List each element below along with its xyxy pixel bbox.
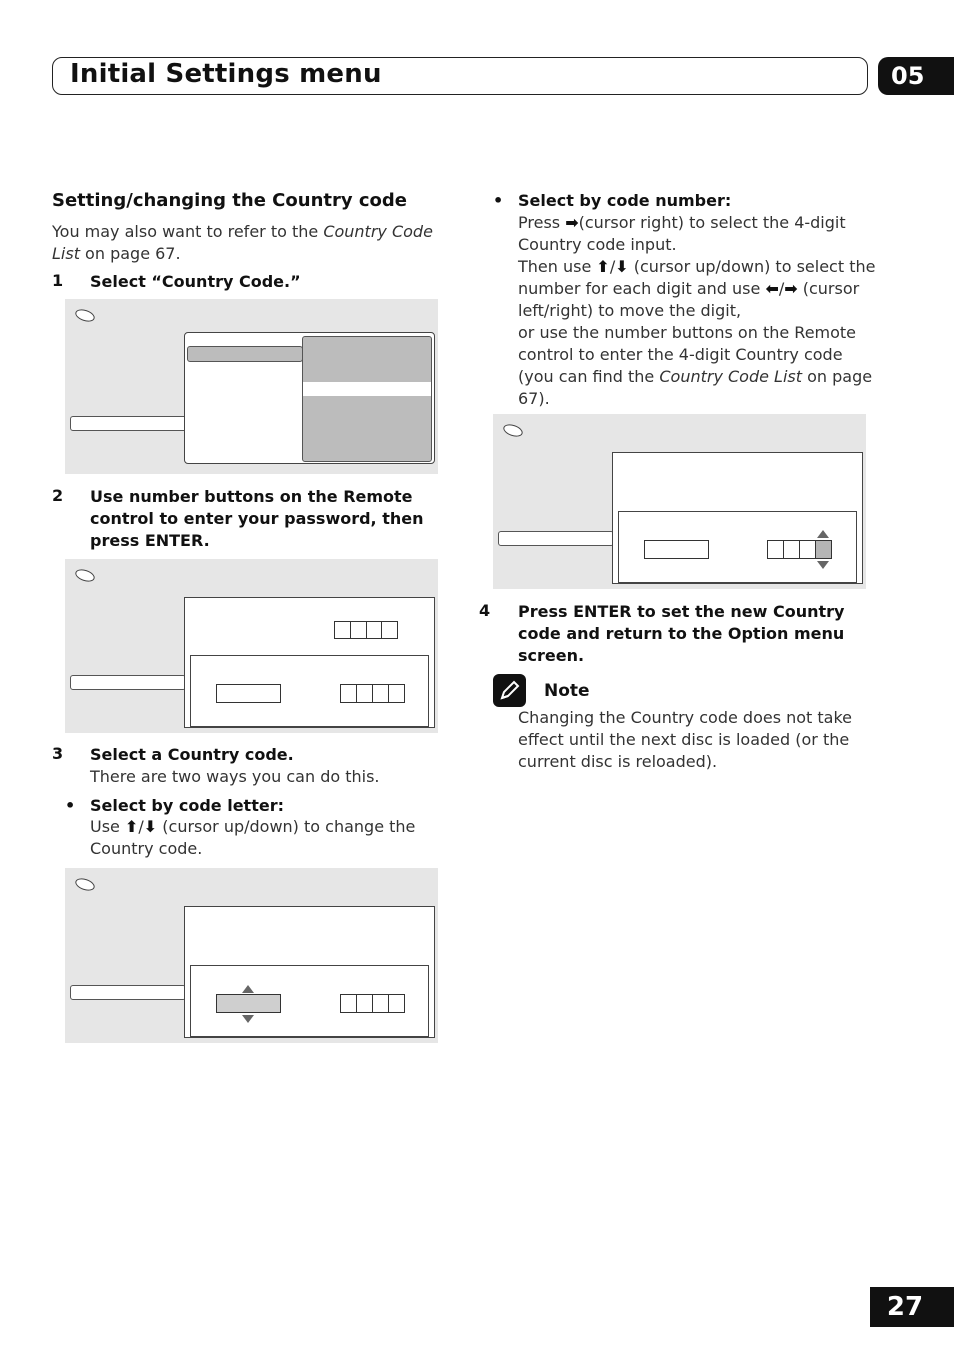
country-panel (190, 965, 429, 1037)
step-4-text: Press ENTER to set the new Country code and return to the Option menu screen. (518, 602, 845, 665)
menu-tab (498, 531, 614, 546)
disc-icon (502, 422, 524, 439)
page-number: 27 (870, 1287, 954, 1327)
selected-menu-item (187, 346, 303, 362)
step-1-text: Select “Country Code.” (90, 272, 301, 291)
step-3-number: 3 (52, 744, 64, 763)
page-title: Initial Settings menu (70, 59, 382, 89)
bullet-dot: • (65, 796, 76, 815)
code-number-box (340, 684, 405, 703)
step-2-number: 2 (52, 486, 64, 505)
country-panel (618, 511, 857, 583)
left-arrow-icon: ⬅ (765, 279, 779, 298)
screen-1 (65, 299, 438, 474)
menu-tab (70, 985, 186, 1000)
country-code-panel (612, 452, 863, 584)
note-text: Changing the Country code does not take effect until the next disc is loaded (or the current disc is reloaded). (518, 708, 853, 771)
bullet-number-text: Press ➡(cursor right) to select the 4-digit Country code input. Then use ⬆/⬇ (cursor up/down) to select the number for each digit and use ⬅/➡ (cursor left/right) to move the digit, or use the number buttons on the Remote control to enter the 4-digit Country code (you can find the Country Code List on page 67). (518, 213, 876, 408)
down-arrow-icon: ⬇ (615, 257, 629, 276)
disc-icon (74, 567, 96, 584)
up-arrow-icon (817, 530, 829, 538)
up-arrow-icon (242, 985, 254, 993)
code-letter-field-active (216, 994, 281, 1013)
chapter-badge: 05 (878, 57, 954, 95)
step-2-text: Use number buttons on the Remote control to enter your password, then press ENTER. (90, 487, 424, 550)
disc-icon (74, 876, 96, 893)
section-heading: Setting/changing the Country code (52, 190, 407, 211)
bullet-letter-text: Use ⬆/⬇ (cursor up/down) to change the Country code. (90, 817, 416, 858)
screen-3 (65, 868, 438, 1043)
code-letter-field (644, 540, 709, 559)
screen-4 (493, 414, 866, 589)
password-box (334, 621, 398, 639)
country-code-panel (184, 906, 435, 1038)
menu-tab (70, 675, 186, 690)
screen-2 (65, 559, 438, 733)
code-number-box-active (767, 540, 832, 559)
right-arrow-icon: ➡ (565, 213, 579, 232)
submenu-panel (302, 336, 432, 462)
up-arrow-icon: ⬆ (596, 257, 610, 276)
password-panel (184, 597, 435, 728)
right-arrow-icon: ➡ (784, 279, 798, 298)
note-title: Note (544, 681, 590, 701)
code-letter-field (216, 684, 281, 703)
bullet-number-title: Select by code number: (518, 191, 732, 210)
submenu-highlight (303, 382, 431, 396)
up-arrow-icon: ⬆ (124, 817, 139, 836)
disc-icon (74, 307, 96, 324)
step-4-number: 4 (479, 601, 491, 620)
step-1-number: 1 (52, 271, 64, 290)
step-3-subtext: There are two ways you can do this. (90, 767, 380, 786)
down-arrow-icon (242, 1015, 254, 1023)
down-arrow-icon: ⬇ (143, 817, 158, 836)
down-arrow-icon (817, 561, 829, 569)
intro-text: You may also want to refer to the Country Code List on page 67. (52, 222, 433, 263)
menu-tab (70, 416, 190, 431)
bullet-dot: • (493, 191, 504, 210)
bullet-letter-title: Select by code letter: (90, 796, 284, 815)
code-number-box (340, 994, 405, 1013)
menu-panel (184, 332, 435, 464)
country-panel (190, 655, 429, 727)
step-3-text: Select a Country code. (90, 745, 294, 764)
note-pencil-icon (493, 674, 526, 707)
